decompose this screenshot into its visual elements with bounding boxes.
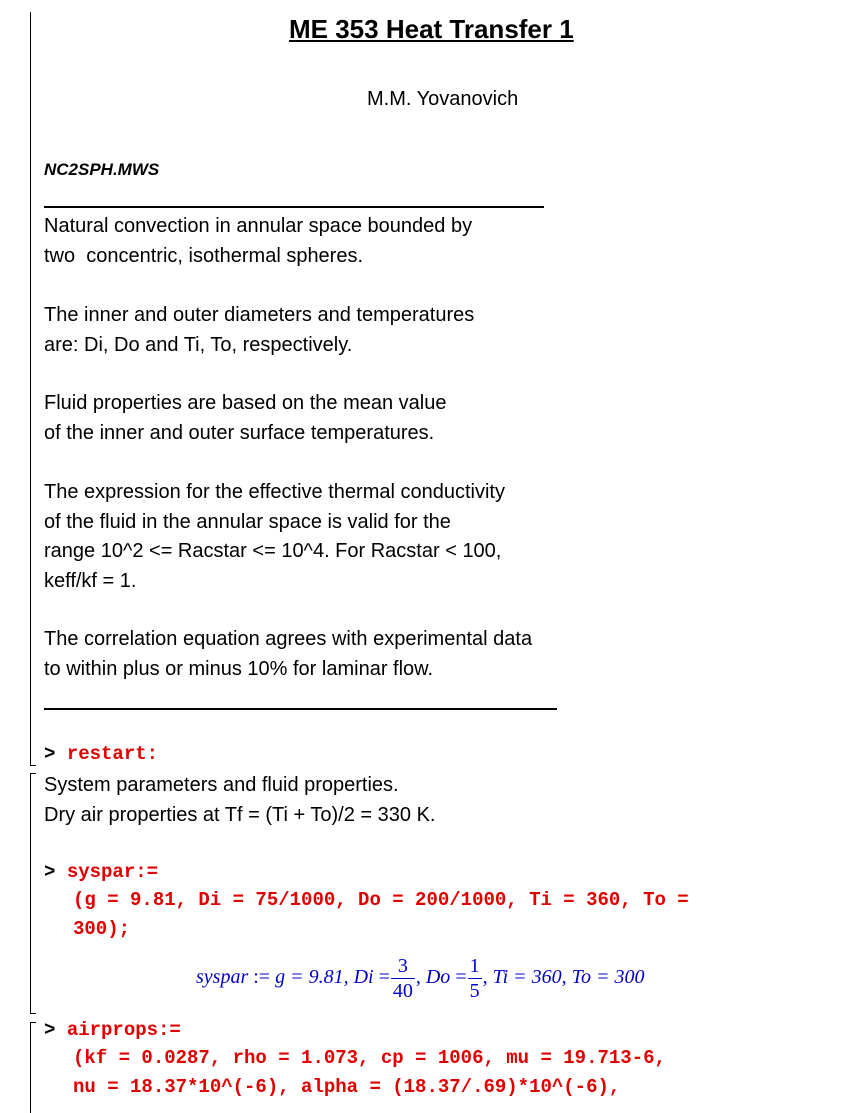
section-bracket-airprops-start — [30, 1022, 36, 1023]
section-bracket-airprops — [30, 1022, 31, 1113]
di-denominator: 40 — [392, 980, 413, 1002]
intro-paragraph-1: Natural convection in annular space bounded by two concentric, isothermal spheres. — [44, 215, 473, 267]
intro-paragraph-4: The expression for the effective thermal conductivity of the fluid in the annular space is valid for the range 10^2 <= Racstar <= 10^4. For Racstar < 100, keff/kf = 1. — [44, 481, 505, 592]
airprops-command-line-3[interactable]: nu = 18.37*10^(-6), alpha = (18.37/.69)*10^(-6), — [73, 1076, 621, 1098]
prompt-symbol: > — [44, 861, 56, 883]
input-prompt — [44, 743, 158, 765]
output-sep-2: , — [482, 966, 493, 989]
intro-paragraph-5: The correlation equation agrees with experimental data to within plus or minus 10% for laminar flow. — [44, 628, 533, 680]
output-di-label: Di — [353, 966, 374, 989]
airprops-command-line-2[interactable]: (kf = 0.0287, rho = 1.073, cp = 1006, mu = 19.713-6, — [73, 1047, 666, 1069]
section-bracket-syspar — [30, 773, 31, 1014]
syspar-command-line-2[interactable]: (g = 9.81, Di = 75/1000, Do = 200/1000, Ti = 360, To = — [73, 889, 689, 911]
syspar-output: syspar := g = 9.81, Di = $\frac{3}{40}$ , Do = $\frac{1}{5}$ , Ti = 360, To = 300 — [196, 955, 645, 1002]
syspar-description: System parameters and fluid properties. Dry air properties at Tf = (Ti + To)/2 = 330 K. — [44, 774, 436, 826]
divider-top — [44, 206, 544, 208]
section-bracket-syspar-end — [30, 1013, 36, 1014]
input-prompt — [44, 861, 158, 883]
intro-paragraph-2: The inner and outer diameters and temperatures are: Di, Do and Ti, To, respectively. — [44, 304, 475, 356]
worksheet-filename: NC2SPH.MWS — [44, 160, 160, 179]
divider-bottom — [44, 708, 557, 710]
prompt-symbol: > — [44, 743, 56, 765]
di-numerator: 3 — [391, 954, 415, 979]
page-title: ME 353 Heat Transfer 1 — [289, 14, 574, 44]
syspar-command-line-1[interactable]: syspar:= — [66, 861, 159, 883]
do-denominator: 5 — [469, 980, 480, 1002]
section-bracket-intro — [30, 12, 31, 766]
syspar-command-line-3[interactable]: 300); — [73, 918, 131, 940]
do-numerator: 1 — [469, 955, 480, 977]
input-prompt — [44, 1019, 181, 1041]
output-lhs: syspar — [196, 966, 249, 989]
do-fraction — [468, 954, 482, 1003]
intro-paragraph-3: Fluid properties are based on the mean value of the inner and outer surface temperatures. — [44, 392, 447, 444]
output-assign: := — [248, 966, 276, 989]
restart-command[interactable]: restart: — [66, 743, 159, 765]
output-to: To = 300 — [571, 966, 645, 989]
author-name: M.M. Yovanovich — [367, 88, 519, 110]
section-bracket-intro-end — [30, 765, 36, 766]
output-do-label: Do — [425, 966, 451, 989]
section-bracket-syspar-start — [30, 773, 36, 774]
di-fraction — [391, 954, 415, 1003]
output-sep-3: , — [561, 966, 572, 989]
output-ti: Ti = 360 — [492, 966, 562, 989]
airprops-command-line-1[interactable]: airprops:= — [66, 1019, 181, 1041]
output-g: g = 9.81, — [275, 966, 354, 989]
output-sep-1: , — [415, 966, 426, 989]
prompt-symbol: > — [44, 1019, 56, 1041]
